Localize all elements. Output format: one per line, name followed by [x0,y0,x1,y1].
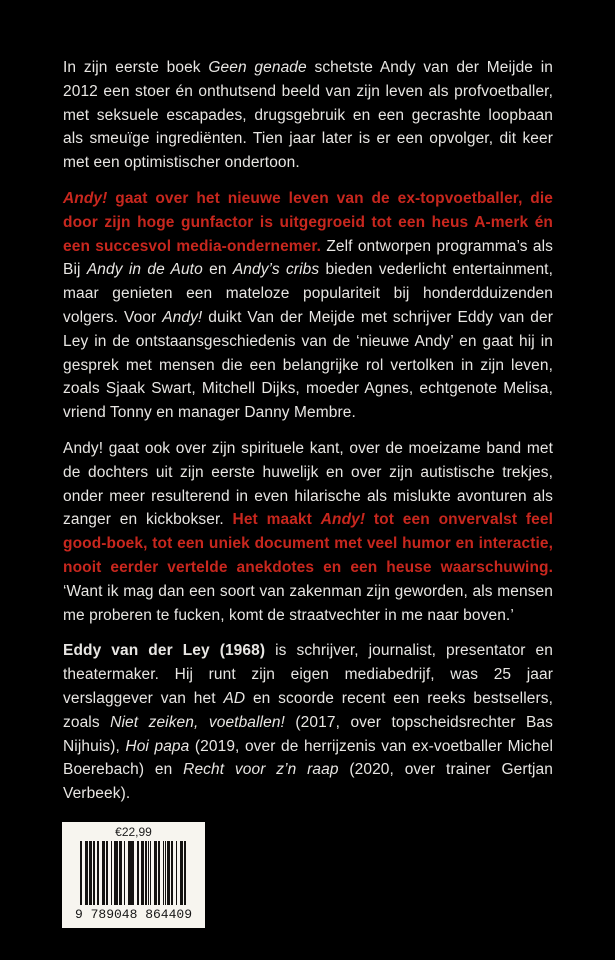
text-run: (2017, over topscheidsrechter Bas Nijhuis), [63,713,553,755]
text-run: en scoorde recent een reeks bestsellers, zoals [63,689,554,731]
text-run: tot een onvervalst feel good-boek, tot een uniek document met veel humor en interactie, nooit eerder vertelde anekdotes en een heuse waarschuwing. [63,511,553,576]
paragraph-concept [63,187,553,425]
text-run: In zijn eerste boek [63,59,209,76]
text-run: Andy! [320,511,366,529]
text-run: schetste Andy van der Meijde in 2012 een stoer én onthutsend beeld van zijn leven als profvoetballer, met seksuele escapades, drugsgebruik en een gecrashte loopbaan als smeuïge ingrediënten. Tien jaar later is er een opvolger, dit keer met een optimistischer ondertoon. [63,59,554,172]
text-run: is schrijver, journalist, presentator en theatermaker. Hij runt zijn eigen mediabedrijf, was 25 jaar verslaggever van het [63,642,553,707]
text-run: Eddy van der Ley (1968) [63,642,266,660]
barcode-label [62,822,205,928]
text-run: gaat over het nieuwe leven van de ex-topvoetballer, die door zijn hoge gunfactor is uitgegroeid tot een heus A-merk én een succesvol media-ondernemer. [63,189,553,255]
paragraph-personal [63,437,553,627]
text-run: Andy in de Auto [86,261,203,279]
text-run: Andy’s cribs [232,261,320,279]
text-run: (2020, over trainer Gertjan Verbeek). [63,761,553,803]
isbn-number: 9 789048 864409 [74,907,193,922]
text-run: bieden vederlicht entertainment, maar genieten een mateloze populariteit bij honderdduizenden volgers. Voor [63,261,553,326]
paragraph-author-bio [63,639,553,806]
barcode-icon [80,841,188,905]
text-run: Recht voor z’n raap [183,761,339,779]
text-run: Andy! [162,308,203,326]
price-text: €22,99 [115,825,152,839]
text-run: ‘Want ik mag dan een soort van zakenman zijn geworden, als mensen me proberen te fucken, komt de straatvechter in me naar boven.’ [63,582,553,624]
blurb-text-block [63,56,553,818]
text-run: AD [223,689,246,707]
text-run: Geen genade [208,59,307,76]
text-run: en [202,261,233,279]
text-run: (2019, over de herrijzenis van ex-voetballer Michel Boerebach) en [63,737,553,779]
paragraph-intro [63,56,553,175]
text-run: Niet zeiken, voetballen! [110,713,285,731]
text-run: duikt Van der Meijde met schrijver Eddy van der Ley in de ontstaansgeschiedenis van de ‘nieuwe Andy’ en gaat hij in gesprek met mensen die een belangrijke rol vertolken in zijn leven, zoals Sjaak Swart, Mitchell Dijks, moeder Agnes, echtgenote Melisa, vriend Tonny en manager Danny Membre. [63,308,553,422]
text-run: Zelf ontworpen programma’s als Bij [63,237,553,279]
text-run: Andy! [63,189,108,207]
text-run: Het maakt [232,511,321,529]
text-run: Hoi papa [125,737,190,755]
text-run: Andy! gaat ook over zijn spirituele kant, over de moeizame band met de dochters uit zijn eerste huwelijk en over zijn autistische trekjes, onder meer resulterend in even hilarische als mislukte avonturen als zanger en kickbokser. [63,439,553,529]
